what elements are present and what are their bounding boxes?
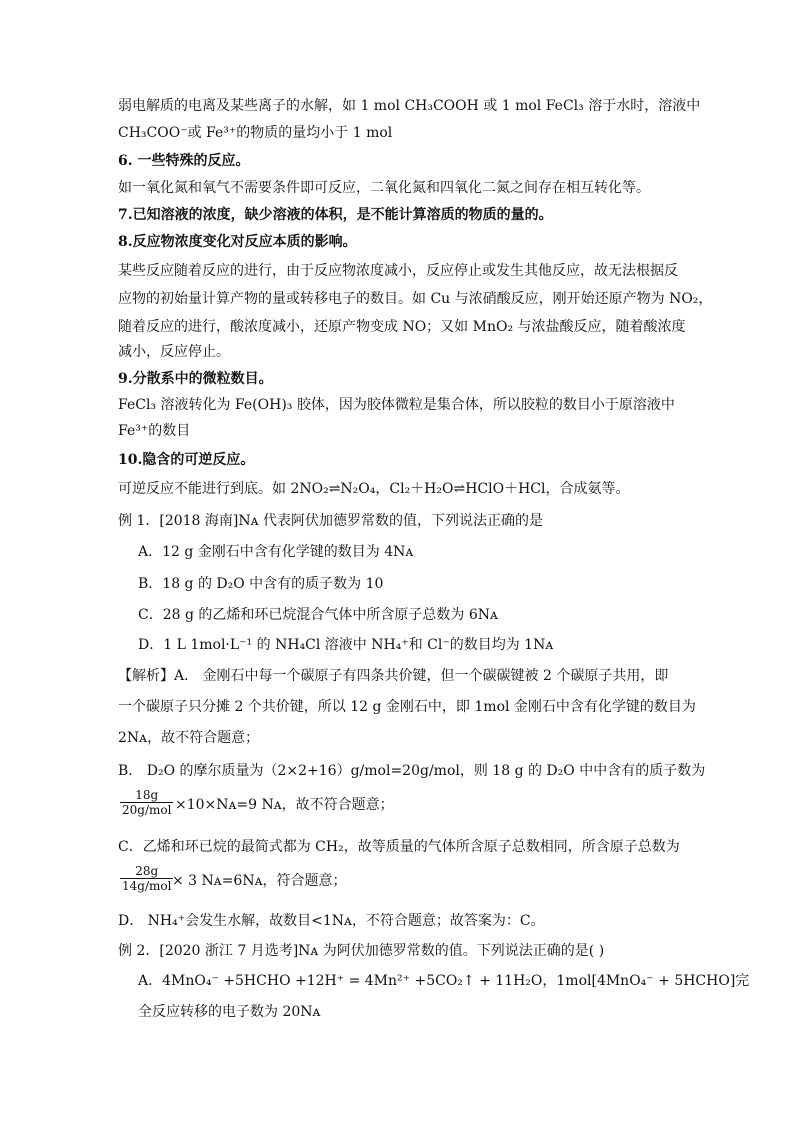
fraction bbox=[120, 864, 173, 893]
text-line: C．乙烯和环已烷的最简式都为 CH₂，故等质量的气体所含原子总数相同，所含原子总数为 bbox=[118, 839, 680, 855]
option-c: C．28 g 的乙烯和环已烷混合气体中所含原子总数为 6Nᴀ bbox=[138, 607, 498, 623]
example-title: 例 2．[2020 浙江 7 月选考]Nᴀ 为阿伏加德罗常数的值。下列说法正确的是( ) bbox=[118, 943, 605, 959]
text-line: 减小，反应停止。 bbox=[118, 344, 230, 360]
section-heading: 9.分散系中的微粒数目。 bbox=[118, 371, 273, 387]
fraction-numerator: 18g bbox=[120, 788, 173, 803]
fraction-denominator: 20g/mol bbox=[122, 803, 172, 817]
text-line: ×10×Nᴀ=9 Nᴀ，故不符合题意； bbox=[175, 797, 394, 813]
fraction-denominator: 14g/mol bbox=[122, 879, 172, 893]
section-heading: 7.已知溶液的浓度，缺少溶液的体积，是不能计算溶质的物质的量的。 bbox=[118, 207, 553, 223]
option-d: D．1 L 1mol·L⁻¹ 的 NH₄Cl 溶液中 NH₄⁺和 Cl⁻的数目均为 1Nᴀ bbox=[138, 637, 554, 653]
text-line: Fe³⁺的数目 bbox=[118, 423, 191, 439]
section-heading: 6. 一些特殊的反应。 bbox=[118, 153, 250, 169]
option-a: A．12 g 金刚石中含有化学键的数目为 4Nᴀ bbox=[138, 544, 414, 560]
text-line: D． NH₄⁺会发生水解，故数目<1Nᴀ，不符合题意；故答案为：C。 bbox=[118, 913, 545, 929]
section-heading: 8.反应物浓度变化对反应本质的影响。 bbox=[118, 234, 357, 250]
text-line: 某些反应随着反应的进行，由于反应物浓度减小，反应停止或发生其他反应，故无法根据反 bbox=[118, 263, 678, 279]
fraction-numerator: 28g bbox=[120, 864, 173, 879]
text-line: 可逆反应不能进行到底。如 2NO₂⇌N₂O₄，Cl₂＋H₂O⇌HClO＋HCl，合成氨等。 bbox=[118, 481, 630, 497]
text-line: 弱电解质的电离及某些离子的水解，如 1 mol CH₃COOH 或 1 mol FeCl₃ 溶于水时，溶液中 bbox=[118, 98, 701, 114]
option-b: B．18 g 的 D₂O 中含有的质子数为 10 bbox=[138, 576, 384, 592]
text-line: FeCl₃ 溶液转化为 Fe(OH)₃ 胶体，因为胶体微粒是集合体，所以胶粒的数目小于原溶液中 bbox=[118, 397, 675, 413]
text-line: 全反应转移的电子数为 20Nᴀ bbox=[138, 1004, 321, 1020]
option-a: A．4MnO₄⁻ +5HCHO +12H⁺ = 4Mn²⁺ +5CO₂↑ + 11H₂O，1mol[4MnO₄⁻ + 5HCHO]完 bbox=[138, 973, 750, 989]
text-line: 如一氧化氮和氧气不需要条件即可反应，二氧化氮和四氧化二氮之间存在相互转化等。 bbox=[118, 180, 650, 196]
section-heading: 10.隐含的可逆反应。 bbox=[118, 452, 255, 468]
example-title: 例 1．[2018 海南]Nᴀ 代表阿伏加德罗常数的值，下列说法正确的是 bbox=[118, 513, 543, 529]
text-line: B． D₂O 的摩尔质量为（2×2+16）g/mol=20g/mol，则 18 g 的 D₂O 中中含有的质子数为 bbox=[118, 763, 706, 779]
text-line: 随着反应的进行，酸浓度减小，还原产物变成 NO；又如 MnO₂ 与浓盐酸反应，随着酸浓度 bbox=[118, 319, 686, 335]
text-line: 2Nᴀ，故不符合题意； bbox=[118, 730, 260, 746]
text-line: 一个碳原子只分摊 2 个共价键，所以 12 g 金刚石中，即 1mol 金刚石中含有化学键的数目为 bbox=[118, 699, 696, 715]
fraction bbox=[120, 788, 173, 817]
text-line: × 3 Nᴀ=6Nᴀ，符合题意； bbox=[172, 873, 347, 889]
analysis-line: 【解析】A． 金刚石中每一个碳原子有四条共价键，但一个碳碳键被 2 个碳原子共用，即 bbox=[118, 668, 669, 684]
text-line: 应物的初始量计算产物的量或转移电子的数目。如 Cu 与浓硝酸反应，刚开始还原产物为 NO₂， bbox=[118, 291, 713, 307]
text-line: CH₃COO⁻或 Fe³⁺的物质的量均小于 1 mol bbox=[118, 125, 393, 141]
